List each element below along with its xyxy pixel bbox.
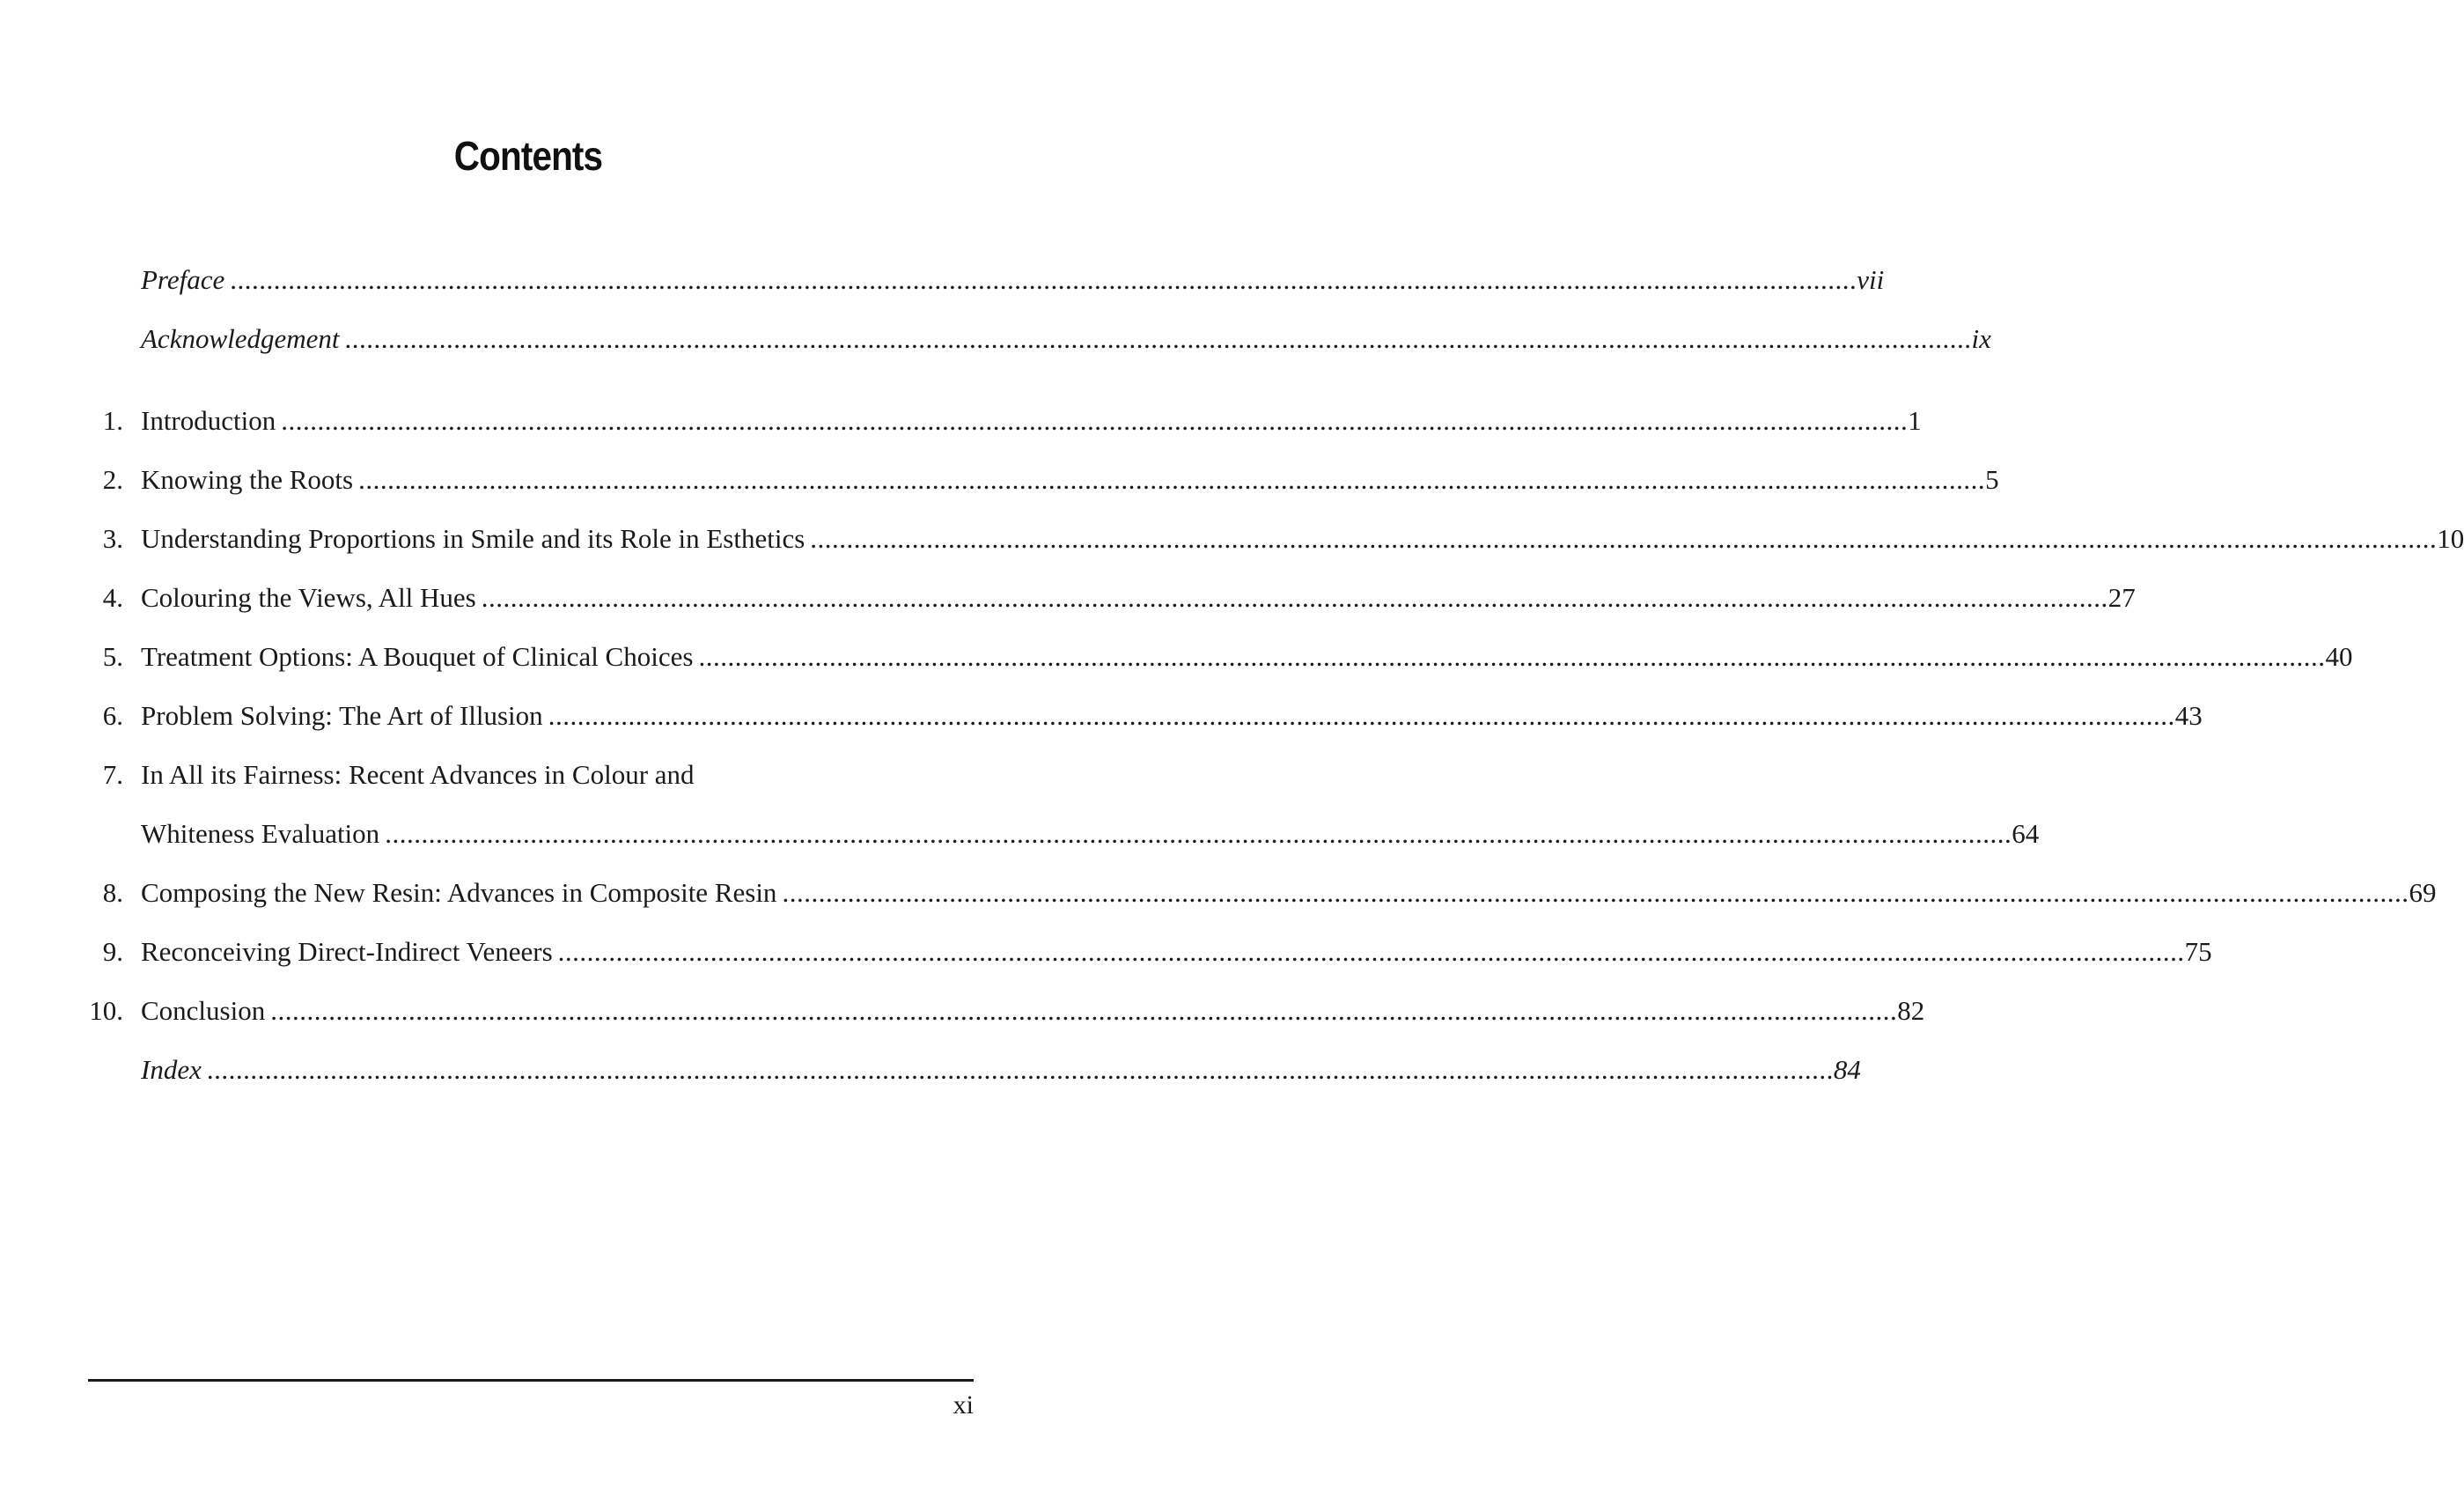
toc-entry-chapter-7[interactable] — [0, 753, 1056, 797]
page-title: Contents — [453, 133, 603, 179]
entry-title-continued: Whiteness Evaluation — [141, 818, 380, 849]
page-number: vii — [1857, 264, 1885, 295]
entry-title: Index — [141, 1054, 202, 1085]
entry-title: Treatment Options: A Bouquet of Clinical Choices — [141, 641, 694, 672]
page-number: 5 — [1985, 464, 1999, 495]
page-number: 43 — [2174, 700, 2203, 731]
toc-entry-index[interactable] — [0, 1048, 1861, 1092]
dot-leader: ................................................................................................................................................................................................................................ — [782, 877, 2409, 908]
dot-leader: ................................................................................................................................................................................................................................ — [230, 264, 1857, 295]
toc-entry-chapter-4[interactable] — [0, 576, 2136, 620]
chapter-number: 4. — [102, 582, 123, 613]
dot-leader: ................................................................................................................................................................................................................................ — [358, 464, 1986, 495]
dot-leader: ................................................................................................................................................................................................................................ — [481, 582, 2108, 613]
page-number: 75 — [2184, 936, 2212, 967]
chapter-number: 6. — [102, 700, 123, 731]
page-number: 64 — [2012, 818, 2040, 849]
page-number: ix — [1971, 323, 1991, 354]
dot-leader: ................................................................................................................................................................................................................................ — [206, 1054, 1834, 1085]
entry-title: Reconceiving Direct-Indirect Veneers — [141, 936, 553, 967]
chapter-number: 5. — [102, 641, 123, 672]
entry-title: Conclusion — [141, 995, 266, 1026]
toc-entry-chapter-8[interactable] — [0, 871, 2437, 915]
dot-leader: ................................................................................................................................................................................................................................ — [557, 936, 2185, 967]
toc-entry-chapter-6[interactable] — [0, 694, 2203, 738]
entry-title: Composing the New Resin: Advances in Composite Resin — [141, 877, 777, 908]
entry-title: Introduction — [141, 405, 276, 436]
page-number: 82 — [1897, 995, 1925, 1026]
page-folio: xi — [953, 1390, 974, 1420]
page-number: 84 — [1833, 1054, 1861, 1085]
entry-title: Knowing the Roots — [141, 464, 354, 495]
entry-title: Understanding Proportions in Smile and its Role in Esthetics — [141, 523, 805, 554]
toc-entry-preface[interactable] — [0, 258, 1885, 302]
dot-leader: ................................................................................................................................................................................................................................ — [810, 523, 2438, 554]
chapter-number: 9. — [102, 936, 123, 967]
entry-title: In All its Fairness: Recent Advances in Colour and — [141, 759, 695, 790]
page-number: 10 — [2437, 523, 2464, 554]
entry-title: Preface — [141, 264, 225, 295]
dot-leader: ................................................................................................................................................................................................................................ — [698, 641, 2326, 672]
toc-entry-chapter-10[interactable] — [0, 989, 1925, 1033]
entry-title: Acknowledgement — [141, 323, 340, 354]
toc-entry-chapter-5[interactable] — [0, 635, 2353, 679]
chapter-number: 3. — [102, 523, 123, 554]
entry-title: Colouring the Views, All Hues — [141, 582, 476, 613]
page-number: 27 — [2107, 582, 2136, 613]
toc-entry-acknowledgement[interactable] — [0, 317, 1991, 361]
dot-leader: ................................................................................................................................................................................................................................ — [344, 323, 1972, 354]
dot-leader: ................................................................................................................................................................................................................................ — [385, 818, 2012, 849]
page-number: 1 — [1908, 405, 1922, 436]
dot-leader: ................................................................................................................................................................................................................................ — [281, 405, 1909, 436]
toc-entry-chapter-2[interactable] — [0, 458, 1999, 502]
toc-entry-chapter-1[interactable] — [0, 399, 1922, 443]
entry-title: Problem Solving: The Art of Illusion — [141, 700, 543, 731]
chapter-number: 10. — [89, 995, 123, 1026]
page-number: 69 — [2409, 877, 2437, 908]
dot-leader: ................................................................................................................................................................................................................................ — [270, 995, 1898, 1026]
dot-leader: ................................................................................................................................................................................................................................ — [548, 700, 2175, 731]
toc-entry-chapter-7-continued[interactable] — [0, 812, 2040, 856]
page-number: 40 — [2325, 641, 2353, 672]
chapter-number: 7. — [102, 759, 123, 790]
chapter-number: 2. — [102, 464, 123, 495]
chapter-number: 8. — [102, 877, 123, 908]
toc-entry-chapter-3[interactable] — [0, 517, 2464, 561]
chapter-number: 1. — [102, 405, 123, 436]
footer-rule — [88, 1379, 974, 1382]
toc-entry-chapter-9[interactable] — [0, 930, 2212, 974]
